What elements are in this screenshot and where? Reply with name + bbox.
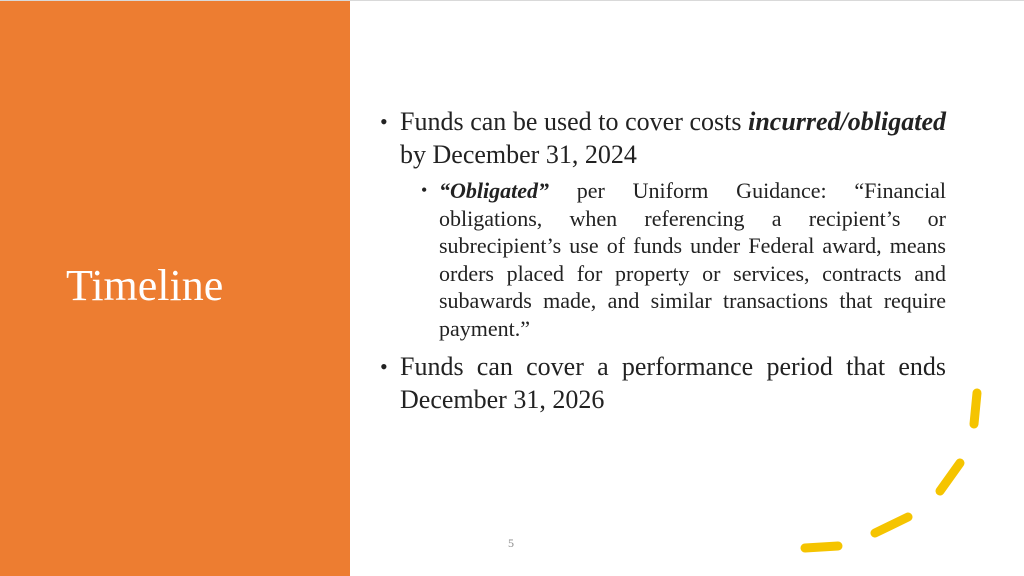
arc-dash-3 (875, 517, 908, 533)
page-number: 5 (508, 536, 514, 550)
sub-bullet-dot-icon: • (421, 180, 428, 200)
bullet-1-text-start: Funds can be used to cover costs (400, 107, 749, 136)
bullet-1-emphasis: incurred/obligated (748, 107, 946, 136)
sub-bullet-item (421, 177, 946, 342)
arc-dash-4 (805, 546, 838, 548)
bullet-2-text: Funds can cover a performance period that ends December 31, 2026 (400, 352, 946, 414)
dashed-arc-decoration (780, 371, 1000, 571)
title-panel (0, 1, 350, 576)
arc-dash-2 (940, 463, 960, 491)
bullet-item-1 (378, 105, 946, 171)
bullet-1-text-end: by December 31, 2024 (400, 140, 637, 169)
slide-title: Timeline (66, 261, 224, 310)
content-area (378, 105, 946, 416)
sub-bullet-text: per Uniform Guidance: “Financial obligations, when referencing a recipient’s or subrecipient’s use of funds under Federal award, means orders placed for property or services, contracts and subawards made, and similar transactions that require payment.” (439, 178, 946, 341)
sub-bullet-emphasis: “Obligated” (439, 178, 549, 203)
arc-dash-1 (974, 393, 977, 424)
bullet-dot-icon: • (380, 354, 388, 379)
bullet-dot-icon: • (380, 109, 388, 134)
